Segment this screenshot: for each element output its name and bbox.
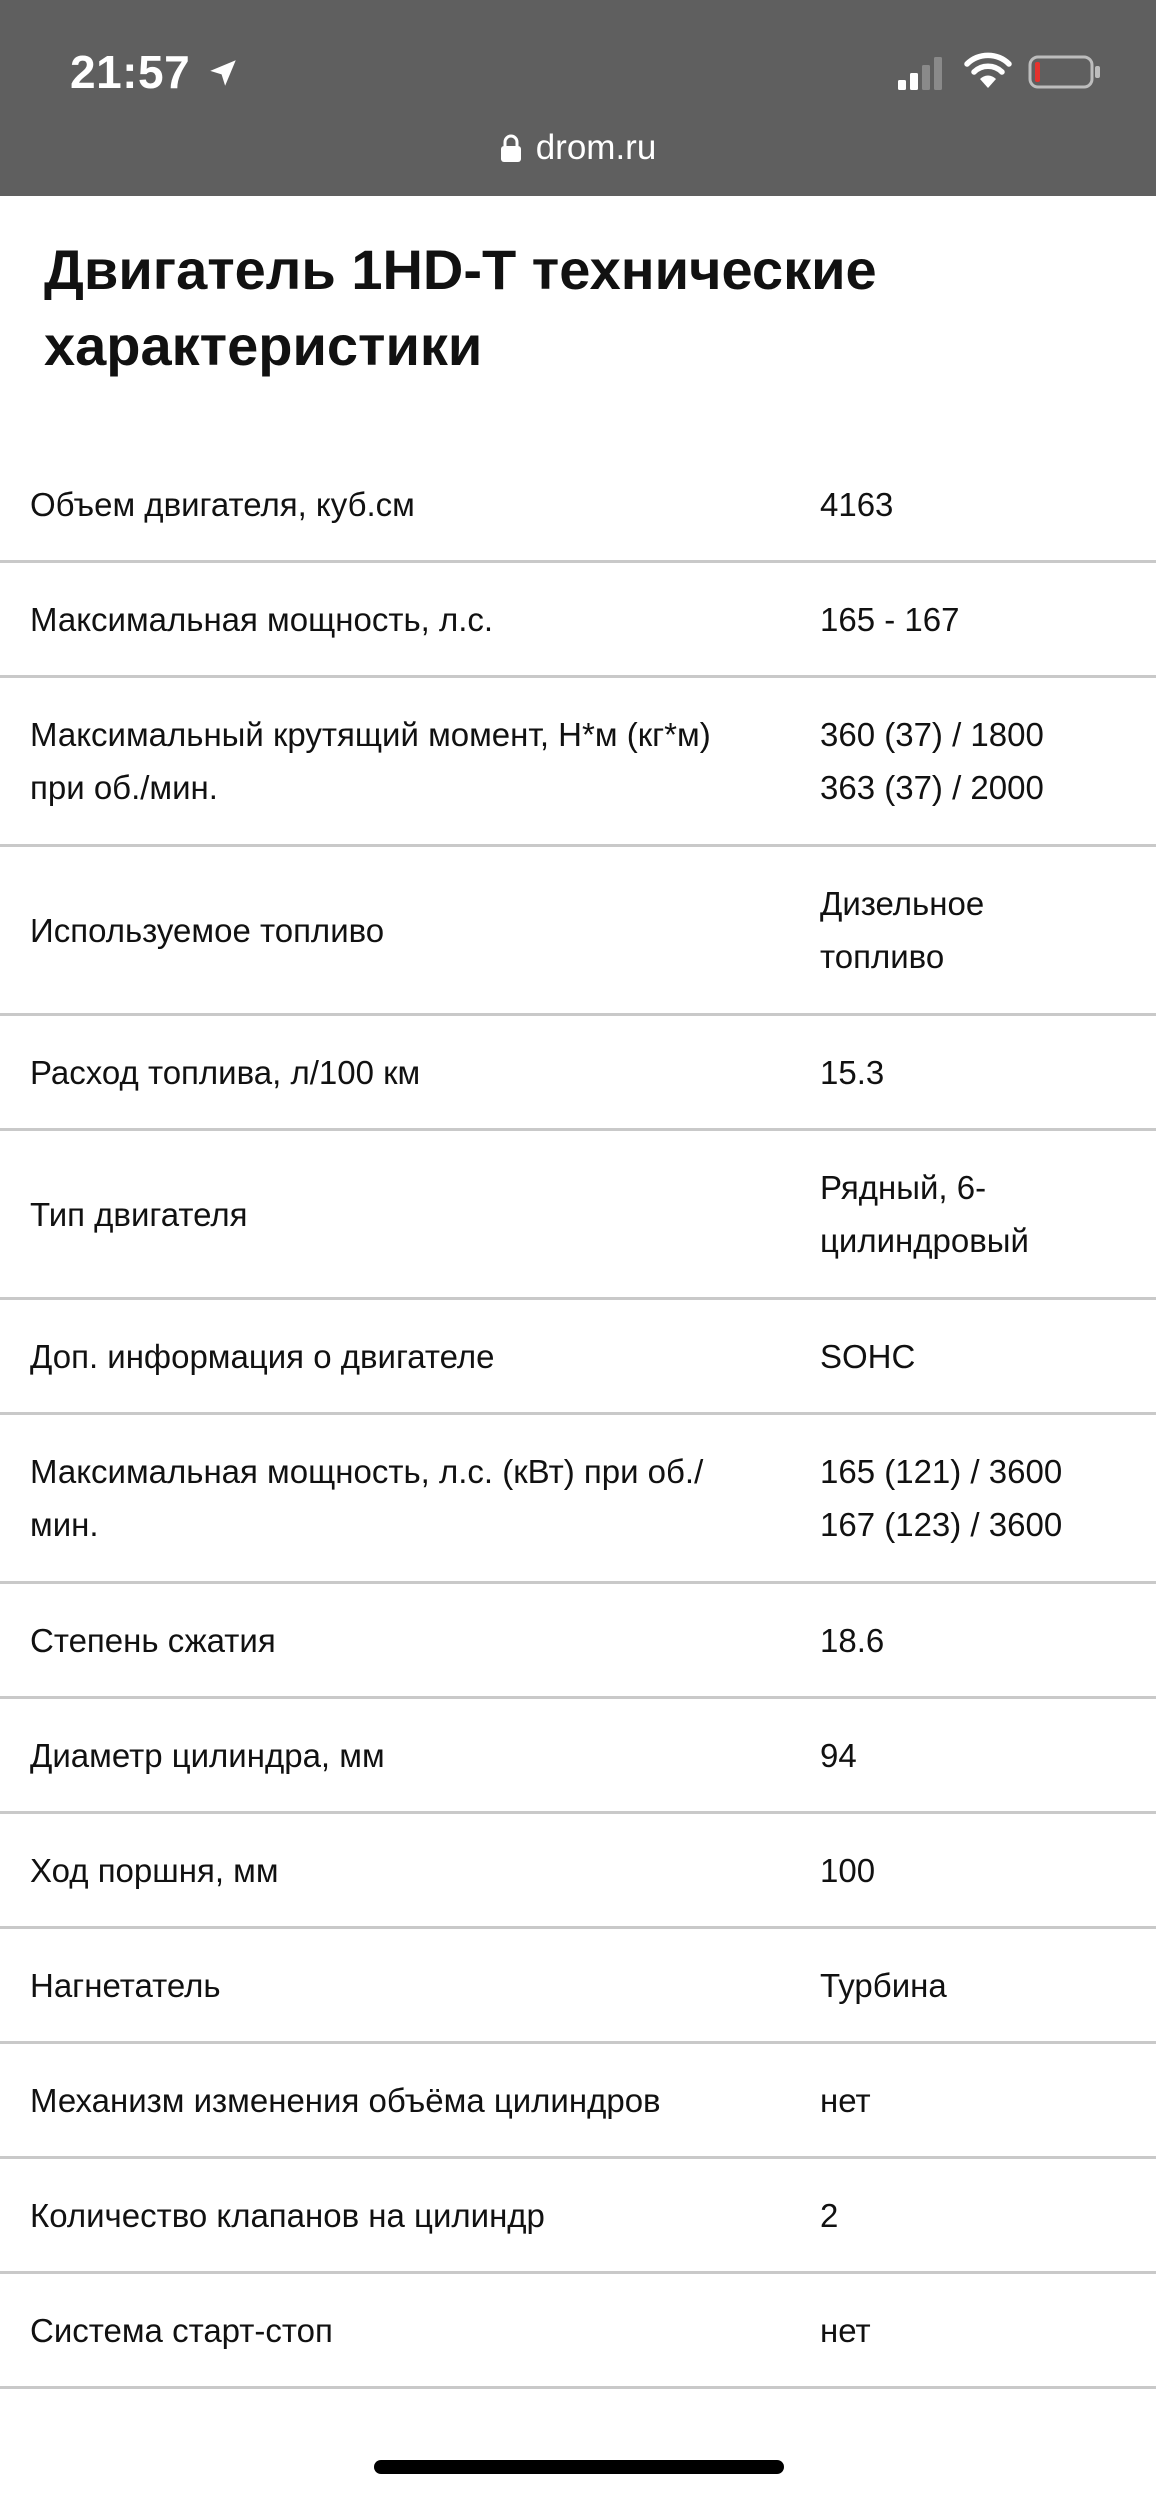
spec-label: Максимальная мощность, л.с. (кВт) при об./мин. [30, 1453, 704, 1543]
spec-value: нет [820, 2311, 871, 2349]
spec-value: SOHC [820, 1337, 916, 1375]
spec-table [0, 448, 1156, 2389]
status-time: 21:57 [70, 46, 191, 98]
spec-row-stroke [0, 1814, 1156, 1929]
browser-top-bar [0, 0, 1156, 196]
spec-value: 165 (121) / 3600 167 (123) / 3600 [820, 1453, 1063, 1543]
spec-label: Диаметр цилиндра, мм [30, 1736, 385, 1774]
spec-label: Максимальный крутящий момент, Н*м (кг*м) при об./мин. [30, 716, 711, 806]
spec-value: Дизельное топливо [820, 885, 985, 975]
cellular-signal-icon [896, 54, 944, 90]
spec-row-engine-type [0, 1131, 1156, 1300]
spec-value: 165 - 167 [820, 600, 960, 638]
spec-label: Степень сжатия [30, 1621, 276, 1659]
spec-value: нет [820, 2081, 871, 2119]
wifi-icon [963, 50, 1013, 90]
spec-row-cylinder-deactivation [0, 2044, 1156, 2159]
spec-value: Турбина [820, 1966, 947, 2004]
spec-row-max-torque [0, 678, 1156, 847]
spec-row-fuel-type [0, 847, 1156, 1016]
spec-label: Максимальная мощность, л.с. [30, 600, 494, 638]
spec-value: 18.6 [820, 1621, 885, 1659]
spec-label: Ход поршня, мм [30, 1851, 279, 1889]
spec-row-start-stop [0, 2274, 1156, 2389]
spec-label: Доп. информация о двигателе [30, 1337, 495, 1375]
spec-row-compression-ratio [0, 1584, 1156, 1699]
spec-value: 94 [820, 1736, 857, 1774]
spec-row-engine-volume [0, 448, 1156, 563]
spec-row-engine-extra-info [0, 1300, 1156, 1415]
spec-label: Объем двигателя, куб.см [30, 485, 415, 523]
spec-label: Тип двигателя [30, 1195, 248, 1233]
spec-row-max-power [0, 563, 1156, 678]
spec-value: 360 (37) / 1800 363 (37) / 2000 [820, 716, 1044, 806]
spec-label: Используемое топливо [30, 911, 385, 949]
location-arrow-icon [206, 56, 240, 90]
spec-row-max-power-kw [0, 1415, 1156, 1584]
battery-low-icon [1028, 54, 1102, 90]
spec-value: 15.3 [820, 1053, 885, 1091]
spec-value: Рядный, 6- цилиндровый [820, 1169, 1029, 1259]
spec-row-valves-per-cylinder [0, 2159, 1156, 2274]
spec-label: Расход топлива, л/100 км [30, 1053, 421, 1091]
address-bar[interactable] [0, 122, 1156, 174]
spec-value: 4163 [820, 485, 894, 523]
spec-row-fuel-consumption [0, 1016, 1156, 1131]
lock-icon [500, 133, 522, 163]
spec-label: Нагнетатель [30, 1966, 221, 2004]
home-indicator[interactable] [374, 2460, 784, 2474]
spec-row-bore [0, 1699, 1156, 1814]
spec-row-supercharger [0, 1929, 1156, 2044]
page-title: Двигатель 1HD-T технические характеристики [44, 238, 877, 377]
spec-label: Механизм изменения объёма цилиндров [30, 2081, 661, 2119]
spec-label: Количество клапанов на цилиндр [30, 2196, 545, 2234]
spec-value: 2 [820, 2196, 839, 2234]
url-text: drom.ru [535, 128, 657, 167]
spec-value: 100 [820, 1851, 876, 1889]
spec-label: Система старт-стоп [30, 2311, 333, 2349]
